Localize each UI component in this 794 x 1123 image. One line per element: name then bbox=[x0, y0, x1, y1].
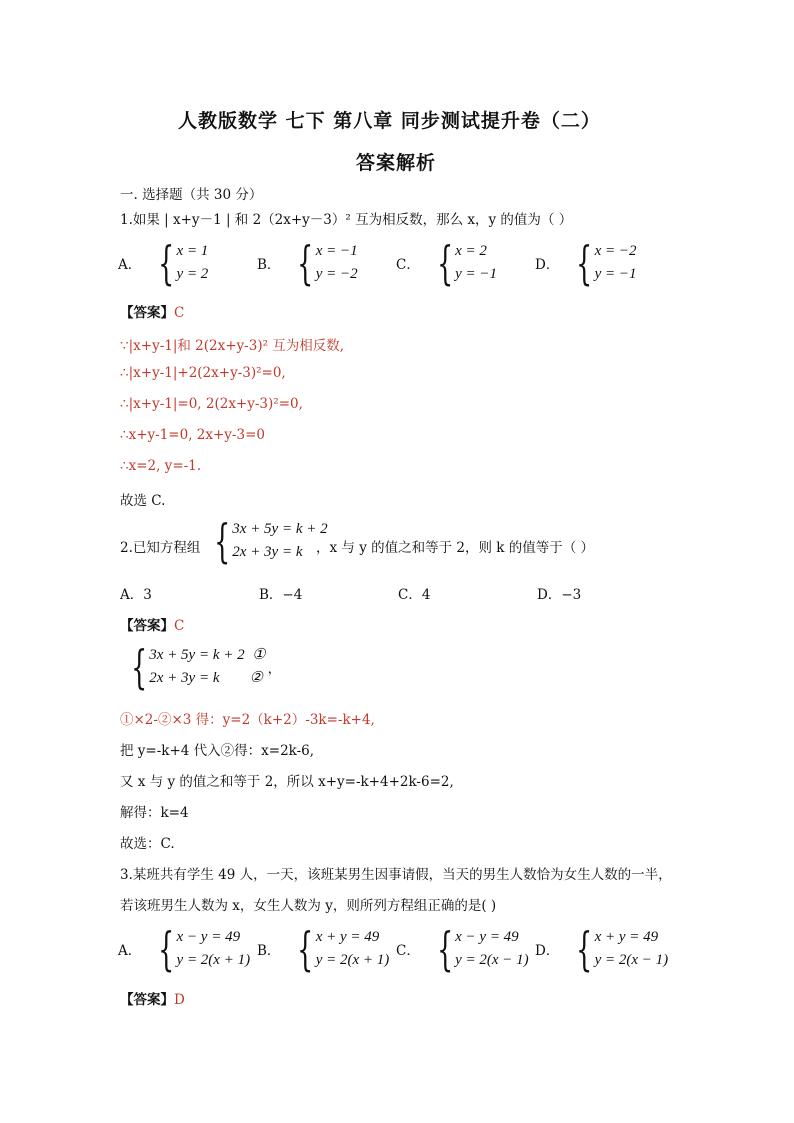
q2-option-d: D．−3 bbox=[537, 587, 582, 603]
brace-icon: { bbox=[437, 236, 454, 290]
brace-icon: { bbox=[437, 922, 454, 976]
q2-stem-prefix: 2.已知方程组 bbox=[120, 540, 201, 556]
option-eq-line: y = 2(x + 1) bbox=[176, 952, 251, 968]
q2-system bbox=[201, 514, 328, 568]
brace-icon: { bbox=[158, 922, 175, 976]
q2-step: 解得：k=4 bbox=[120, 805, 189, 821]
option-eq-line: x − y = 49 bbox=[176, 929, 241, 945]
system-eq-line: 3x + 5y = k + 2 bbox=[232, 521, 328, 537]
q3-option-a bbox=[118, 922, 251, 976]
option-label: D． bbox=[535, 257, 560, 273]
q3-stem-line: 3.某班共有学生 49 人，一天，该班某男生因事请假，当天的男生人数恰为女生人数的一半， bbox=[120, 867, 672, 883]
brace-icon: { bbox=[297, 236, 314, 290]
system-eq-line: 2x + 3y = k bbox=[232, 544, 303, 560]
work-eq-line: 3x + 5y = k + 2 ① bbox=[149, 647, 266, 663]
q1-answer bbox=[120, 301, 184, 321]
option-eq-line: x = 1 bbox=[176, 243, 209, 259]
q2-option-a: A．3 bbox=[120, 587, 152, 603]
q3-option-c bbox=[396, 922, 529, 976]
q3-answer bbox=[120, 988, 185, 1008]
q1-step: ∴|x+y-1|+2(2x+y-3)²=0, bbox=[120, 365, 286, 381]
brace-icon: { bbox=[158, 236, 175, 290]
option-eq-line: x + y = 49 bbox=[315, 929, 380, 945]
q1-step: ∴x+y-1=0, 2x+y-3=0 bbox=[120, 427, 265, 443]
q1-option-b bbox=[257, 236, 358, 290]
q2-option-c: C．4 bbox=[398, 587, 431, 603]
brace-icon: { bbox=[214, 514, 231, 568]
option-eq-line: y = 2(x + 1) bbox=[315, 952, 390, 968]
q3-stem-line: 若该班男生人数为 x，女生人数为 y，则所列方程组正确的是( ) bbox=[120, 898, 497, 914]
option-eq-line: y = 2(x − 1) bbox=[594, 952, 669, 968]
work-tail: ， bbox=[267, 661, 282, 677]
option-eq-line: x = −2 bbox=[594, 243, 637, 259]
option-eq-line: y = −1 bbox=[455, 266, 498, 282]
answer-tag: 【答案】 bbox=[120, 992, 174, 1008]
option-eq-line: x = 2 bbox=[455, 243, 487, 259]
q2-conclusion: 故选：C. bbox=[120, 836, 175, 852]
q2-step: 把 y=-k+4 代入②得：x=2k-6, bbox=[120, 743, 315, 759]
option-eq-line: y = 2 bbox=[176, 266, 209, 282]
option-label: B． bbox=[257, 257, 281, 273]
q1-step: ∴|x+y-1|=0, 2(2x+y-3)²=0, bbox=[120, 396, 303, 412]
answer-value: C bbox=[174, 618, 185, 634]
option-eq-line: x = −1 bbox=[315, 243, 358, 259]
q3-option-d bbox=[535, 922, 669, 976]
q2-work-system bbox=[118, 640, 282, 694]
q1-option-c bbox=[396, 236, 498, 290]
option-label: D． bbox=[535, 943, 560, 959]
brace-icon: { bbox=[297, 922, 314, 976]
answer-tag: 【答案】 bbox=[120, 618, 174, 634]
brace-icon: { bbox=[576, 922, 593, 976]
q1-step: ∵|x+y-1|和 2(2x+y-3)² 互为相反数, bbox=[120, 338, 345, 354]
option-label: C． bbox=[396, 943, 420, 959]
option-eq-line: y = −1 bbox=[594, 266, 637, 282]
option-label: A． bbox=[118, 943, 142, 959]
q2-answer bbox=[120, 614, 184, 634]
q1-stem: 1.如果 | x+y－1 | 和 2（2x+y－3）² 互为相反数，那么 x，y 的值为（ ） bbox=[120, 212, 573, 228]
answer-value: C bbox=[174, 305, 185, 321]
q2-stem-suffix: ，x 与 y 的值之和等于 2，则 k 的值等于（ ） bbox=[316, 540, 595, 556]
option-label: A． bbox=[118, 257, 142, 273]
q2-option-b: B．−4 bbox=[259, 587, 303, 603]
q3-option-b bbox=[257, 922, 390, 976]
option-eq-line: y = −2 bbox=[315, 266, 358, 282]
page-title: 人教版数学 七下 第八章 同步测试提升卷（二） bbox=[178, 110, 601, 132]
q2-step: ①×2-②×3 得：y=2（k+2）-3k=-k+4, bbox=[120, 712, 375, 728]
option-eq-line: x − y = 49 bbox=[455, 929, 519, 945]
q1-conclusion: 故选 C. bbox=[120, 493, 166, 509]
brace-icon: { bbox=[576, 236, 593, 290]
q1-step: ∴x=2, y=-1. bbox=[120, 458, 202, 474]
option-label: C． bbox=[396, 257, 420, 273]
section-heading: 一. 选择题（共 30 分） bbox=[120, 187, 263, 203]
option-label: B． bbox=[257, 943, 281, 959]
q2-step: 又 x 与 y 的值之和等于 2，所以 x+y=-k+4+2k-6=2, bbox=[120, 774, 454, 790]
answer-value: D bbox=[174, 992, 185, 1008]
brace-icon: { bbox=[131, 640, 148, 694]
page-subtitle: 答案解析 bbox=[356, 152, 437, 174]
work-eq-line: 2x + 3y = k ② bbox=[149, 670, 263, 686]
option-eq-line: y = 2(x − 1) bbox=[455, 952, 529, 968]
q1-option-d bbox=[535, 236, 637, 290]
option-eq-line: x + y = 49 bbox=[594, 929, 659, 945]
q1-option-a bbox=[118, 236, 209, 290]
answer-tag: 【答案】 bbox=[120, 305, 174, 321]
